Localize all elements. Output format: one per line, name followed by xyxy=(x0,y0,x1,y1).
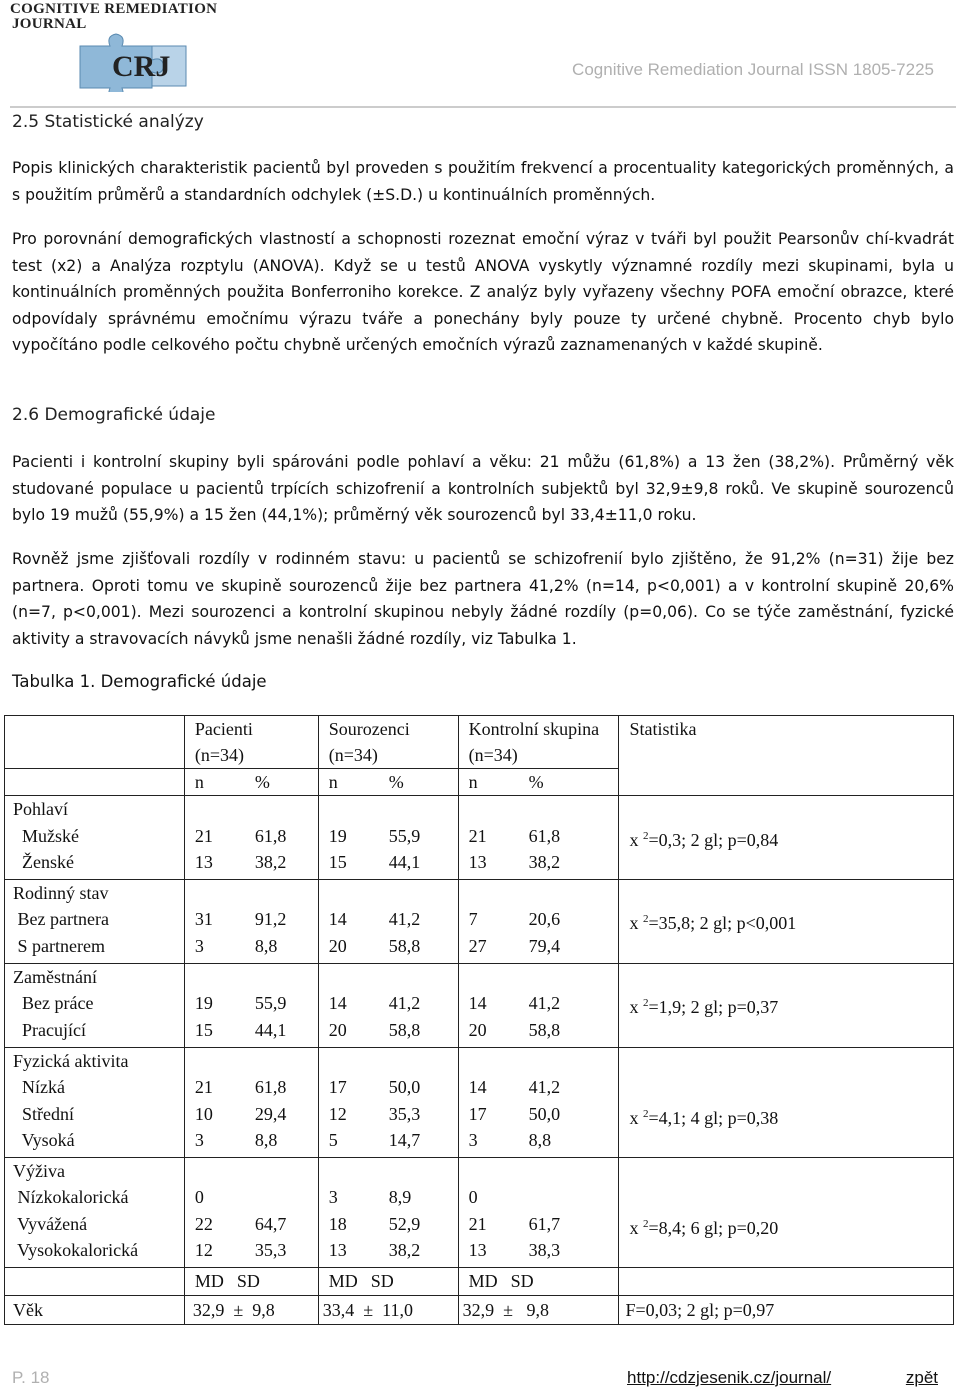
value-line-part: 8,8 xyxy=(254,935,278,956)
md-label: MD xyxy=(328,1271,358,1292)
value-line-part: 52,9 xyxy=(388,1213,421,1234)
table-caption: Tabulka 1. Demografické údaje xyxy=(12,672,267,691)
spacer-line xyxy=(629,1131,953,1157)
value-line-part: 61,7 xyxy=(528,1213,561,1234)
value-line-part: 64,7 xyxy=(254,1213,287,1234)
value-line-part: 0 xyxy=(194,1187,204,1208)
table-header-row xyxy=(5,716,954,769)
back-link[interactable]: zpět xyxy=(905,1368,938,1387)
value-line xyxy=(329,1017,458,1043)
spacer-line xyxy=(329,1158,458,1184)
value-line xyxy=(195,1074,318,1100)
row-label: Vysokokalorická xyxy=(13,1240,139,1261)
logo-line-2: JOURNAL xyxy=(12,16,87,32)
section-statistic xyxy=(619,1047,954,1157)
value-line-part: 14 xyxy=(328,993,347,1014)
values-siblings xyxy=(318,880,458,964)
spacer-line xyxy=(629,796,953,822)
stat-prefix: x xyxy=(629,1107,643,1128)
value-line-part: 31 xyxy=(194,909,213,930)
stat-suffix: =8,4; 6 gl; p=0,20 xyxy=(648,1217,779,1238)
demographics-table xyxy=(4,715,954,1325)
table-md-sd-row xyxy=(5,1268,954,1295)
statistic-value xyxy=(629,1211,953,1241)
subheader-n-pct-control: n % xyxy=(458,769,619,796)
value-line-part: 61,8 xyxy=(254,825,287,846)
values-siblings xyxy=(318,1047,458,1157)
values-patients xyxy=(184,964,318,1048)
puzzle-logo-icon xyxy=(40,18,200,92)
value-line-part: 38,3 xyxy=(528,1240,561,1261)
value-line-part: 13 xyxy=(468,851,487,872)
section-label: Pohlaví xyxy=(13,799,69,820)
value-line-part: 14 xyxy=(468,993,487,1014)
row-label: Pracující xyxy=(13,1019,86,1040)
value-line xyxy=(195,849,318,875)
value-line-part: 21 xyxy=(468,1213,487,1234)
row-label: Bez práce xyxy=(13,993,94,1014)
value-line-part: 17 xyxy=(328,1077,347,1098)
header-patients: Pacienti (n=34) xyxy=(184,716,318,769)
row-label: Vysoká xyxy=(13,1129,75,1150)
subheader-empty-cell xyxy=(5,769,185,796)
value-line-part: 19 xyxy=(194,993,213,1014)
stat-suffix: =4,1; 4 gl; p=0,38 xyxy=(648,1107,779,1128)
value-line-part: 3 xyxy=(328,1187,338,1208)
section-labels xyxy=(5,796,185,880)
spacer-line xyxy=(629,1048,953,1074)
age-statistic: F=0,03; 2 gl; p=0,97 xyxy=(619,1295,954,1324)
age-siblings: 33,4 ± 11,0 xyxy=(318,1295,458,1324)
value-line-part: 7 xyxy=(468,909,478,930)
values-control xyxy=(458,1047,619,1157)
values-control xyxy=(458,796,619,880)
row-label: Bez partnera xyxy=(13,909,109,930)
row-label: Vyvážená xyxy=(13,1213,88,1234)
stat-superscript: 2 xyxy=(642,1217,649,1230)
value-line-part: 12 xyxy=(328,1103,347,1124)
row-label: Nízká xyxy=(13,1077,65,1098)
section-2-6-paragraph-2: Rovněž jsme zjišťovali rozdíly v rodinném stavu: u pacientů se schizofrenií bylo zjištěno, že 91,2% (n=31) žije bez partnera. Oproti tomu ve skupině sourozenců žije bez partnera 41,2% (n=14, p<0,001) a v kontrolní skupině 20,6% (n=7, p<0,001). Mezi sourozenci a kontrolní skupinou nebyly žádné rozdíly (p=0,06). Co se týče zaměstnání, fyzické aktivity a stravovacích návyků jsme nenašli žádné rozdíly, viz Tabulka 1. xyxy=(12,550,954,648)
value-line-part: 3 xyxy=(194,1129,204,1150)
value-line-part: 41,2 xyxy=(388,909,421,930)
stat-suffix: =35,8; 2 gl; p<0,001 xyxy=(648,913,797,934)
value-line-part: 58,8 xyxy=(388,1019,421,1040)
value-line xyxy=(329,1184,458,1210)
section-label: Výživa xyxy=(13,1161,65,1182)
statistic-value xyxy=(629,906,953,936)
sd-label: SD xyxy=(510,1271,534,1292)
md-label: MD xyxy=(194,1271,224,1292)
values-control xyxy=(458,964,619,1048)
value-line-part: 15 xyxy=(194,1019,213,1040)
section-2-5-paragraph-2: Pro porovnání demografických vlastností a schopnosti rozeznat emoční výraz v tváři byl použit Pearsonův chí-kvadrát test (x2) a Analýza rozptylu (ANOVA). Když se u testů ANOVA vyskytly významné rozdíly mezi skupinami, byla u kontinuálních proměnných použita Bonferroniho korekce. Z analýz byly vyřazeny všechny POFA emoční obrazce, které odpovídaly správnému emočnímu výrazu tváře a ponechány byly pouze ty určené chybně. Procento chyb bylo vypočítáno podle celkového počtu chybně určených emočních výrazů zaznamenaných v každé skupině. xyxy=(12,230,954,354)
section-statistic xyxy=(619,964,954,1048)
value-line xyxy=(195,1127,318,1153)
spacer-line xyxy=(329,1048,458,1074)
value-line-part: 20 xyxy=(328,935,347,956)
section-label: Fyzická aktivita xyxy=(13,1050,129,1071)
spacer-line xyxy=(195,796,318,822)
section-label: Rodinný stav xyxy=(13,883,109,904)
section-labels xyxy=(5,1047,185,1157)
value-line xyxy=(329,823,458,849)
spacer-line xyxy=(629,1158,953,1184)
values-patients xyxy=(184,1047,318,1157)
spacer-line xyxy=(195,964,318,990)
value-line xyxy=(469,1127,619,1153)
spacer-line xyxy=(195,1048,318,1074)
value-line-part: 21 xyxy=(194,1077,213,1098)
value-line-part: 8,8 xyxy=(528,1129,552,1150)
value-line-part: 10 xyxy=(194,1103,213,1124)
value-line-part: 8,8 xyxy=(254,1129,278,1150)
value-line-part: 13 xyxy=(328,1240,347,1261)
spacer-line xyxy=(469,796,619,822)
stat-prefix: x xyxy=(629,1217,643,1238)
values-patients xyxy=(184,796,318,880)
value-line-part: 61,8 xyxy=(254,1077,287,1098)
section-labels xyxy=(5,964,185,1048)
value-line xyxy=(329,906,458,932)
spacer-line xyxy=(629,1184,953,1210)
table-row-age xyxy=(5,1295,954,1324)
row-label: Střední xyxy=(13,1103,74,1124)
header-control: Kontrolní skupina (n=34) xyxy=(458,716,619,769)
value-line xyxy=(329,1101,458,1127)
value-line xyxy=(329,933,458,959)
spacer-line xyxy=(469,1048,619,1074)
stat-superscript: 2 xyxy=(642,1107,649,1120)
value-line-part: 44,1 xyxy=(254,1019,287,1040)
header-divider xyxy=(10,106,956,108)
md-sd-empty xyxy=(5,1268,185,1295)
spacer-line xyxy=(629,1241,953,1267)
value-line-part: 19 xyxy=(328,825,347,846)
value-line xyxy=(329,1127,458,1153)
spacer-line xyxy=(629,964,953,990)
value-line xyxy=(329,1237,458,1263)
stat-prefix: x xyxy=(629,829,643,850)
header-empty-cell xyxy=(5,716,185,769)
spacer-line xyxy=(329,880,458,906)
footer-links xyxy=(627,1368,938,1388)
value-line xyxy=(469,1074,619,1100)
spacer-line xyxy=(629,880,953,906)
value-line-part: 41,2 xyxy=(528,1077,561,1098)
sd-label: SD xyxy=(236,1271,260,1292)
value-line-part: 14 xyxy=(328,909,347,930)
value-line xyxy=(195,823,318,849)
section-2-6-title: 2.6 Demografické údaje xyxy=(12,405,216,425)
value-line-part: 22 xyxy=(194,1213,213,1234)
age-patients: 32,9 ± 9,8 xyxy=(184,1295,318,1324)
values-siblings xyxy=(318,796,458,880)
value-line-part: 14,7 xyxy=(388,1129,421,1150)
spacer-line xyxy=(329,964,458,990)
stat-superscript: 2 xyxy=(642,997,649,1010)
value-line-part: 58,8 xyxy=(388,935,421,956)
value-line-part: 27 xyxy=(468,935,487,956)
spacer-line xyxy=(629,1074,953,1100)
stat-prefix: x xyxy=(629,913,643,934)
journal-logo xyxy=(10,2,220,90)
value-line-part: 50,0 xyxy=(528,1103,561,1124)
md-sd-control xyxy=(458,1268,619,1295)
value-line xyxy=(329,990,458,1016)
md-label: MD xyxy=(468,1271,498,1292)
spacer-line xyxy=(195,1158,318,1184)
value-line xyxy=(195,1101,318,1127)
sd-label: SD xyxy=(370,1271,394,1292)
spacer-line xyxy=(629,853,953,879)
table-section-row xyxy=(5,796,954,880)
stat-suffix: =1,9; 2 gl; p=0,37 xyxy=(648,997,779,1018)
stat-prefix: x xyxy=(629,997,643,1018)
value-line xyxy=(469,1017,619,1043)
value-line-part: 55,9 xyxy=(254,993,287,1014)
table-body xyxy=(5,796,954,1295)
value-line xyxy=(469,849,619,875)
stat-superscript: 2 xyxy=(642,829,649,842)
value-line-part: 91,2 xyxy=(254,909,287,930)
value-line-part: 21 xyxy=(194,825,213,846)
spacer-line xyxy=(469,880,619,906)
md-sd-siblings xyxy=(318,1268,458,1295)
value-line-part: 79,4 xyxy=(528,935,561,956)
value-line-part: 0 xyxy=(468,1187,478,1208)
subheader-n-pct-siblings: n % xyxy=(318,769,458,796)
value-line xyxy=(329,849,458,875)
value-line-part: 20,6 xyxy=(528,909,561,930)
value-line xyxy=(195,1211,318,1237)
value-line xyxy=(469,1237,619,1263)
value-line-part: 5 xyxy=(328,1129,338,1150)
value-line-part: 41,2 xyxy=(528,993,561,1014)
value-line-part: 13 xyxy=(194,851,213,872)
value-line-part: 21 xyxy=(468,825,487,846)
values-patients xyxy=(184,1158,318,1268)
value-line xyxy=(469,1101,619,1127)
section-labels xyxy=(5,1158,185,1268)
value-line-part: 18 xyxy=(328,1213,347,1234)
spacer-line xyxy=(469,964,619,990)
section-2-6-paragraph-1: Pacienti i kontrolní skupiny byli spárováni podle pohlaví a věku: 21 můžu (61,8%) a 13 žen (38,2%). Průměrný věk studované populace u pacientů trpících schizofrenií a kontrolních subjektů byl 32,9±9,8 roků. Ve skupině sourozenců bylo 19 mužů (55,9%) a 15 žen (44,1%); průměrný věk sourozenců byl 33,4±11,0 roku. xyxy=(12,453,954,524)
section-labels xyxy=(5,880,185,964)
value-line xyxy=(329,1211,458,1237)
statistic-value xyxy=(629,823,953,853)
header-statistics: Statistika xyxy=(619,716,954,796)
value-line-part: 35,3 xyxy=(254,1240,287,1261)
table-section-row xyxy=(5,964,954,1048)
section-2-5-title: 2.5 Statistické analýzy xyxy=(12,112,204,132)
value-line xyxy=(469,1211,619,1237)
value-line xyxy=(195,990,318,1016)
subheader-n-pct-patients: n % xyxy=(184,769,318,796)
value-line xyxy=(195,1017,318,1043)
value-line xyxy=(195,1184,318,1210)
value-line-part: 13 xyxy=(468,1240,487,1261)
value-line-part: 15 xyxy=(328,851,347,872)
value-line-part: 20 xyxy=(328,1019,347,1040)
value-line xyxy=(329,1074,458,1100)
age-control: 32,9 ± 9,8 xyxy=(458,1295,619,1324)
value-line-part: 20 xyxy=(468,1019,487,1040)
table-section-row xyxy=(5,880,954,964)
value-line-part: 17 xyxy=(468,1103,487,1124)
statistic-value xyxy=(629,1101,953,1131)
spacer-line xyxy=(329,796,458,822)
value-line-part: 38,2 xyxy=(254,851,287,872)
value-line-part: 3 xyxy=(194,935,204,956)
value-line-part: 8,9 xyxy=(388,1187,412,1208)
value-line xyxy=(469,933,619,959)
row-label: Mužské xyxy=(13,825,79,846)
value-line xyxy=(195,906,318,932)
value-line xyxy=(469,990,619,1016)
header-siblings: Sourozenci (n=34) xyxy=(318,716,458,769)
value-line xyxy=(195,1237,318,1263)
value-line xyxy=(195,933,318,959)
value-line-part: 14 xyxy=(468,1077,487,1098)
value-line-part: 50,0 xyxy=(388,1077,421,1098)
spacer-line xyxy=(195,880,318,906)
value-line-part: 58,8 xyxy=(528,1019,561,1040)
value-line-part: 38,2 xyxy=(528,851,561,872)
section-statistic xyxy=(619,1158,954,1268)
journal-issn: Cognitive Remediation Journal ISSN 1805-7225 xyxy=(572,60,934,79)
md-sd-stat-empty xyxy=(619,1268,954,1295)
stat-suffix: =0,3; 2 gl; p=0,84 xyxy=(648,829,779,850)
md-sd-patients xyxy=(184,1268,318,1295)
spacer-line xyxy=(629,937,953,963)
value-line-part: 29,4 xyxy=(254,1103,287,1124)
value-line-part: 35,3 xyxy=(388,1103,421,1124)
statistic-value xyxy=(629,990,953,1020)
value-line-part: 61,8 xyxy=(528,825,561,846)
value-line-part: 3 xyxy=(468,1129,478,1150)
section-label: Zaměstnání xyxy=(13,967,97,988)
value-line xyxy=(469,823,619,849)
value-line-part: 44,1 xyxy=(388,851,421,872)
page-number: P. 18 xyxy=(12,1368,50,1387)
value-line-part: 41,2 xyxy=(388,993,421,1014)
section-statistic xyxy=(619,880,954,964)
logo-mark: CRJ xyxy=(112,50,171,83)
table-section-row xyxy=(5,1158,954,1268)
section-statistic xyxy=(619,796,954,880)
table-section-row xyxy=(5,1047,954,1157)
stat-superscript: 2 xyxy=(642,913,649,926)
values-siblings xyxy=(318,964,458,1048)
values-control xyxy=(458,1158,619,1268)
value-line-part: 38,2 xyxy=(388,1240,421,1261)
section-2-5-paragraph-1: Popis klinických charakteristik pacientů byl proveden s použitím frekvencí a procentuality kategorických proměnných, a s použitím průměrů a standardních odchylek (±S.D.) u kontinuálních proměnných. xyxy=(12,159,954,204)
value-line xyxy=(469,1184,619,1210)
row-label: S partnerem xyxy=(13,935,105,956)
spacer-line xyxy=(629,1021,953,1047)
journal-link[interactable]: http://cdzjesenik.cz/journal/ xyxy=(627,1368,832,1387)
value-line-part: 12 xyxy=(194,1240,213,1261)
values-control xyxy=(458,880,619,964)
values-patients xyxy=(184,880,318,964)
row-label: Nízkokalorická xyxy=(13,1187,129,1208)
values-siblings xyxy=(318,1158,458,1268)
age-label: Věk xyxy=(5,1295,185,1324)
spacer-line xyxy=(469,1158,619,1184)
row-label: Ženské xyxy=(13,851,74,872)
logo-line-1: COGNITIVE REMEDIATION xyxy=(10,1,218,17)
value-line xyxy=(469,906,619,932)
value-line-part: 55,9 xyxy=(388,825,421,846)
